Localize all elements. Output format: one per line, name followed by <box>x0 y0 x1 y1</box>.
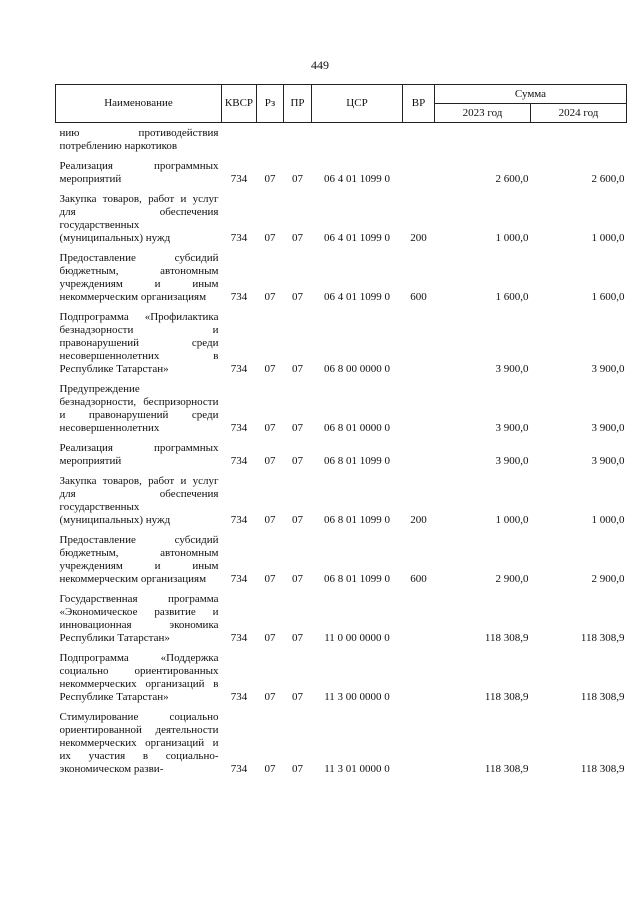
cell-kvsr: 734 <box>230 422 248 434</box>
header-sum: Сумма <box>435 85 627 104</box>
cell-rz: 07 <box>264 691 276 703</box>
table-row <box>56 589 627 648</box>
cell-csr: 06 8 01 0000 0 <box>324 422 390 434</box>
cell-csr: 06 8 01 1099 0 <box>324 514 390 526</box>
cell-kvsr: 734 <box>230 363 248 375</box>
cell-pr: 07 <box>292 514 303 526</box>
cell-name: Подпрограмма «Профилактика безнадзорности и правонарушений среди несовершеннолетних в Республике Татарстан» <box>59 311 219 375</box>
cell-kvsr: 734 <box>230 455 248 467</box>
cell-y2024: 1 000,0 <box>591 232 625 244</box>
table-row <box>56 123 627 157</box>
cell-rz: 07 <box>264 291 276 303</box>
cell-y2023: 118 308,9 <box>484 691 529 703</box>
cell-pr: 07 <box>292 232 303 244</box>
cell-pr: 07 <box>292 173 303 185</box>
table-body <box>56 123 627 780</box>
cell-kvsr: 734 <box>230 291 248 303</box>
cell-csr: 11 3 00 0000 0 <box>324 691 390 703</box>
cell-kvsr: 734 <box>230 763 248 775</box>
cell-y2023: 3 900,0 <box>495 455 529 467</box>
cell-y2023: 1 600,0 <box>495 291 529 303</box>
cell-rz: 07 <box>264 763 276 775</box>
cell-rz: 07 <box>264 363 276 375</box>
page-number: 449 <box>311 58 329 72</box>
table-row <box>56 307 627 379</box>
cell-vr <box>403 307 435 379</box>
cell-y2023: 1 000,0 <box>495 232 529 244</box>
table-row <box>56 248 627 307</box>
table-row <box>56 156 627 189</box>
cell-name: Предоставление субсидий бюджетным, автономным учреждениям и иным некоммерческим организациям <box>59 534 219 585</box>
cell-y2023: 1 000,0 <box>495 514 529 526</box>
cell-vr <box>403 648 435 707</box>
cell-y2023: 3 900,0 <box>495 363 529 375</box>
cell-kvsr: 734 <box>230 232 248 244</box>
cell-name: Закупка товаров, работ и услуг для обеспечения государственных (муниципальных) нужд <box>59 475 219 526</box>
cell-vr <box>403 379 435 438</box>
cell-pr <box>284 123 312 157</box>
header-year-2024: 2024 год <box>531 104 627 123</box>
budget-table <box>55 84 627 779</box>
cell-kvsr: 734 <box>230 573 248 585</box>
cell-vr <box>403 589 435 648</box>
cell-vr <box>403 707 435 779</box>
cell-y2024: 118 308,9 <box>580 691 625 703</box>
cell-csr: 06 4 01 1099 0 <box>324 291 390 303</box>
cell-y2024: 2 900,0 <box>591 573 625 585</box>
cell-y2024: 3 900,0 <box>591 422 625 434</box>
cell-rz: 07 <box>264 573 276 585</box>
cell-kvsr: 734 <box>230 632 248 644</box>
cell-kvsr: 734 <box>230 173 248 185</box>
table-row <box>56 379 627 438</box>
header-csr: ЦСР <box>312 85 403 123</box>
header-rz: Рз <box>257 85 284 123</box>
cell-csr: 11 3 01 0000 0 <box>324 763 390 775</box>
cell-y2023: 118 308,9 <box>484 763 529 775</box>
cell-y2023: 3 900,0 <box>495 422 529 434</box>
cell-rz: 07 <box>264 422 276 434</box>
cell-pr: 07 <box>292 422 303 434</box>
cell-rz: 07 <box>264 173 276 185</box>
cell-y2023: 2 900,0 <box>495 573 529 585</box>
cell-vr: 600 <box>410 291 427 303</box>
cell-vr <box>403 123 435 157</box>
cell-y2024: 118 308,9 <box>580 632 625 644</box>
cell-name: Предоставление субсидий бюджетным, автономным учреждениям и иным некоммерческим организациям <box>59 252 219 303</box>
cell-kvsr: 734 <box>230 691 248 703</box>
cell-pr: 07 <box>292 455 303 467</box>
cell-vr <box>403 156 435 189</box>
cell-name: нию противодействия потреблению наркотиков <box>59 127 219 152</box>
header-year-2023: 2023 год <box>435 104 531 123</box>
cell-pr: 07 <box>292 691 303 703</box>
cell-csr: 06 8 01 1099 0 <box>324 455 390 467</box>
cell-y2024: 1 600,0 <box>591 291 625 303</box>
cell-y2024: 118 308,9 <box>580 763 625 775</box>
table-row <box>56 438 627 471</box>
cell-name: Реализация программных мероприятий <box>59 160 219 185</box>
cell-y2023 <box>435 123 531 157</box>
cell-y2024: 3 900,0 <box>591 363 625 375</box>
cell-kvsr <box>222 123 257 157</box>
cell-rz: 07 <box>264 514 276 526</box>
cell-pr: 07 <box>292 291 303 303</box>
cell-csr: 06 4 01 1099 0 <box>324 173 390 185</box>
cell-name: Государственная программа «Экономическое развитие и инновационная экономика Республики Татарстан» <box>59 593 219 644</box>
cell-pr: 07 <box>292 363 303 375</box>
table-row <box>56 471 627 530</box>
table-header <box>56 85 627 123</box>
table-row <box>56 707 627 779</box>
table-row <box>56 648 627 707</box>
cell-y2024: 2 600,0 <box>591 173 625 185</box>
cell-vr <box>403 438 435 471</box>
cell-y2024: 3 900,0 <box>591 455 625 467</box>
cell-rz: 07 <box>264 632 276 644</box>
header-pr: ПР <box>284 85 312 123</box>
cell-rz: 07 <box>264 455 276 467</box>
cell-vr: 200 <box>410 514 427 526</box>
header-vr: ВР <box>403 85 435 123</box>
cell-y2023: 2 600,0 <box>495 173 529 185</box>
cell-rz <box>257 123 284 157</box>
header-name: Наименование <box>56 85 222 123</box>
cell-csr: 06 4 01 1099 0 <box>324 232 390 244</box>
cell-csr: 06 8 01 1099 0 <box>324 573 390 585</box>
cell-csr: 11 0 00 0000 0 <box>324 632 390 644</box>
cell-pr: 07 <box>292 632 303 644</box>
cell-vr: 600 <box>410 573 427 585</box>
table-row <box>56 530 627 589</box>
cell-y2023: 118 308,9 <box>484 632 529 644</box>
cell-name: Подпрограмма «Поддержка социально ориентированных некоммерческих организаций в Республике Татарстан» <box>59 652 219 703</box>
cell-pr: 07 <box>292 573 303 585</box>
cell-y2024 <box>531 123 627 157</box>
cell-name: Реализация программных мероприятий <box>59 442 219 467</box>
cell-csr <box>312 123 403 157</box>
cell-kvsr: 734 <box>230 514 248 526</box>
cell-name: Предупреждение безнадзорности, беспризорности и правонарушений среди несовершеннолетних <box>59 383 219 434</box>
table-row <box>56 189 627 248</box>
header-kvsr: КВСР <box>222 85 257 123</box>
cell-name: Закупка товаров, работ и услуг для обеспечения государственных (муниципальных) нужд <box>59 193 219 244</box>
cell-csr: 06 8 00 0000 0 <box>324 363 390 375</box>
cell-pr: 07 <box>292 763 303 775</box>
cell-vr: 200 <box>410 232 427 244</box>
cell-rz: 07 <box>264 232 276 244</box>
cell-y2024: 1 000,0 <box>591 514 625 526</box>
cell-name: Стимулирование социально ориентированной деятельности некоммерческих организаций и их участия в социально-экономическом разви- <box>59 711 219 775</box>
